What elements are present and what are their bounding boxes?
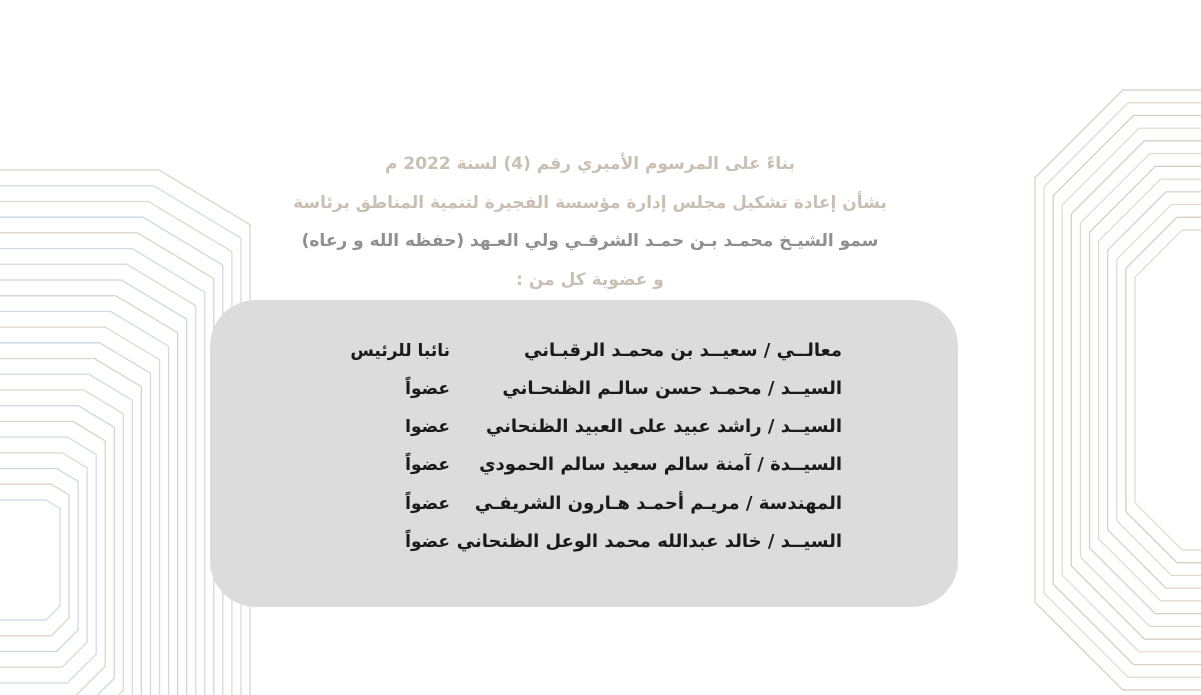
board-members-panel: [210, 300, 958, 607]
member-role: عضواً: [405, 494, 450, 514]
decorative-ring: [1135, 230, 1201, 550]
decorative-ring: [0, 264, 196, 695]
member-row: [210, 488, 958, 520]
member-name: السيــدة / آمنة سالم سعيد سالم الحمودي: [479, 454, 842, 475]
member-name: السيــد / خالد عبدالله محمد الوعل الظنحاني: [456, 531, 842, 552]
decorative-ring: [0, 217, 223, 695]
member-name: السيــد / محمـد حسن سالـم الظنحـاني: [502, 378, 842, 399]
member-role: عضوا: [405, 417, 450, 437]
decorative-ring: [0, 359, 141, 695]
member-name: السيــد / راشد عبيد على العبيد الظنحاني: [485, 416, 842, 437]
decorative-ring: [0, 327, 160, 695]
decorative-ring: [0, 201, 232, 695]
member-row: [210, 526, 958, 558]
decorative-ring: [0, 343, 150, 695]
decorative-ring: [0, 437, 96, 683]
membership-intro-line: و عضوية كل من :: [516, 269, 664, 290]
decorative-ring: [1035, 90, 1201, 690]
decorative-ring: [1126, 217, 1201, 562]
decorative-ring: [1117, 205, 1201, 576]
decorative-ring: [1071, 141, 1201, 639]
decorative-ring: [1108, 192, 1201, 588]
decorative-ring: [0, 374, 132, 695]
decorative-ring: [0, 233, 214, 695]
decorative-ring: [0, 249, 205, 695]
member-name: معالــي / سعيــد بن محمـد الرقبـاني: [524, 340, 842, 361]
member-name: المهندسة / مريـم أحمـد هـارون الشريفـي: [474, 493, 842, 514]
decorative-ring: [1062, 128, 1201, 652]
decree-heading: [290, 150, 890, 304]
decorative-ring: [0, 280, 187, 695]
decree-reference-line: بناءً على المرسوم الأميري رقم (4) لسنة 2022 م: [385, 154, 795, 174]
decorative-ring: [0, 500, 60, 620]
decorative-ring: [1099, 179, 1201, 601]
member-role: عضواً: [405, 379, 450, 399]
decorative-ring: [0, 453, 87, 667]
member-row: [210, 449, 958, 481]
decorative-ring: [0, 421, 105, 695]
decorative-ring: [1044, 103, 1201, 678]
member-row: [210, 411, 958, 443]
member-row: [210, 373, 958, 405]
decorative-ring: [1053, 115, 1201, 664]
chairman-line: سمو الشيـخ محمـد بـن حمـد الشرقـي ولي العـهد (حفظه الله و رعاه): [301, 231, 879, 251]
decorative-ring: [0, 469, 78, 652]
member-role: عضواً: [405, 455, 450, 475]
member-role: عضواً: [405, 532, 450, 552]
member-role: نائبا للرئيس: [350, 341, 450, 361]
decree-subject-line: بشأن إعادة تشكيل مجلس إدارة مؤسسة الفجيرة لتنمية المناطق برئاسة: [293, 192, 887, 213]
member-row: [210, 335, 958, 367]
